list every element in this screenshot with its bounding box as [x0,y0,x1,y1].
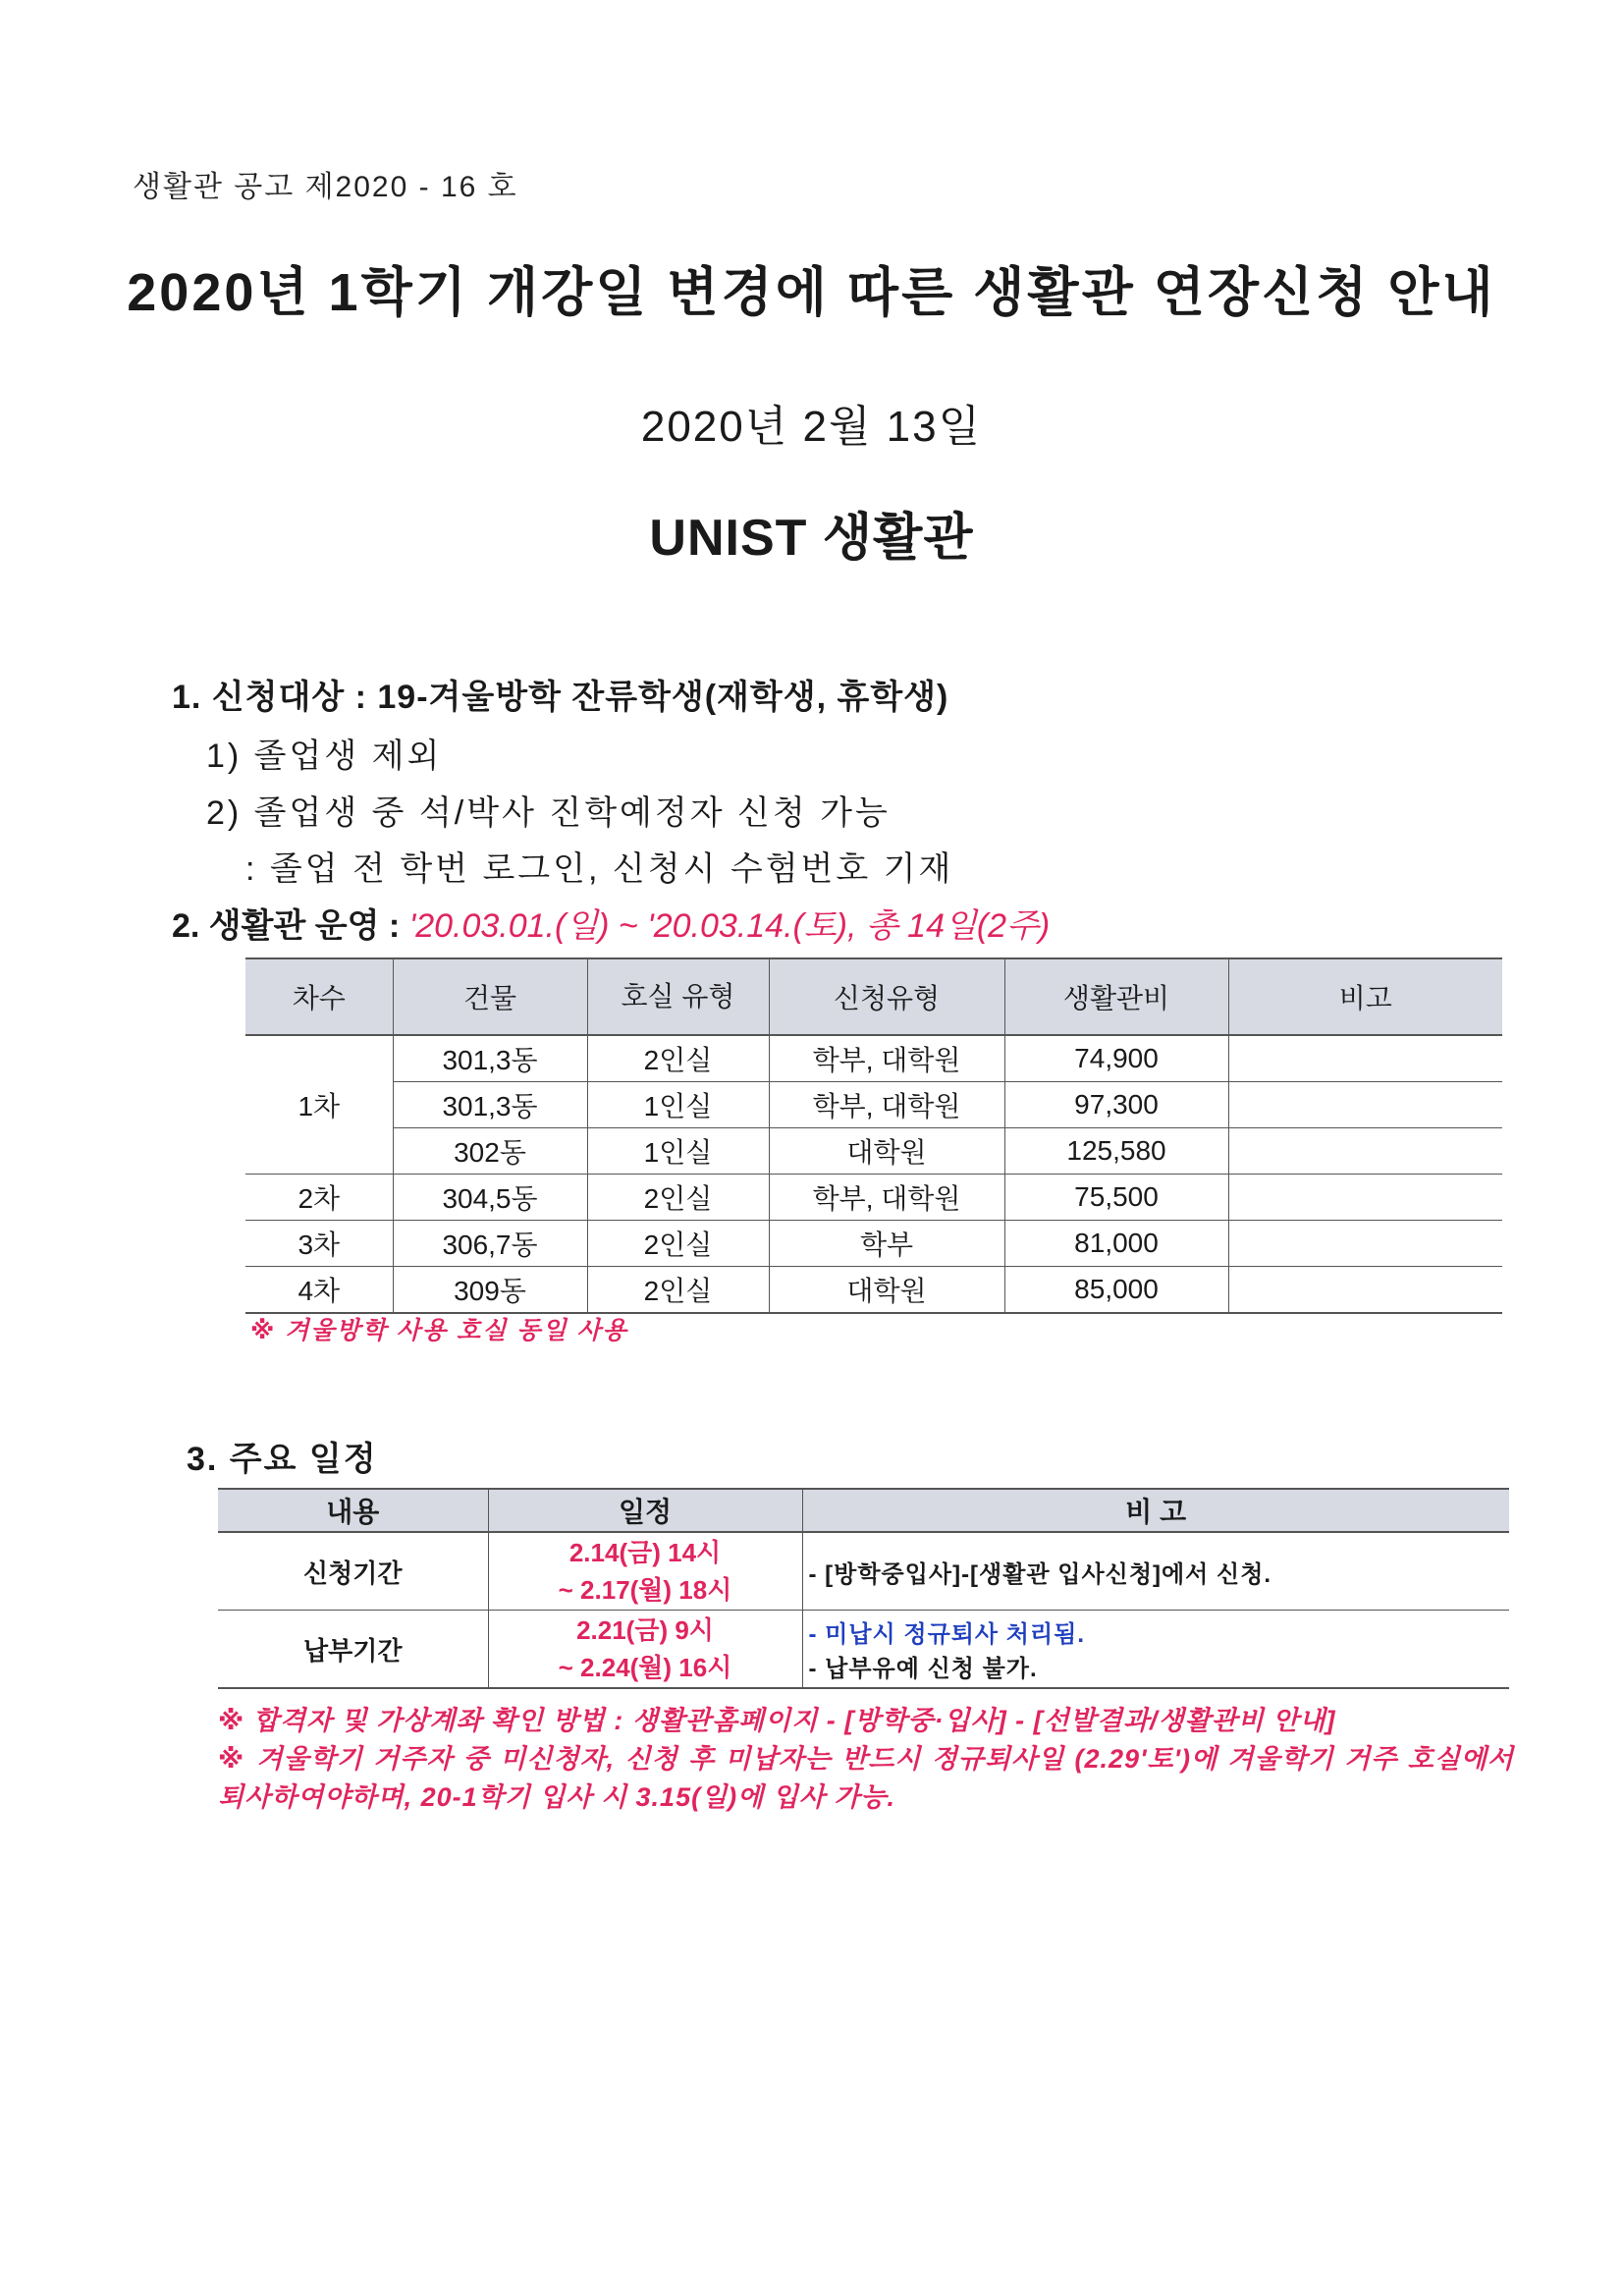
table-row [245,1175,1502,1221]
section1-line: : 졸업 전 학번 로그인, 신청시 수험번호 기재 [245,850,954,888]
schedule-end: ~ 2.17(월) 18시 [558,1575,732,1605]
page-title: 2020년 1학기 개강일 변경에 따른 생활관 연장신청 안내 [127,263,1496,322]
schedule-cell [488,1611,802,1689]
section1-heading: 1. 신청대상 : 19-겨울방학 잔류학생(재학생, 휴학생) [172,679,949,716]
building-cell: 309동 [393,1267,587,1314]
room-cell: 2인실 [587,1267,769,1314]
col-header: 비고 [1228,958,1502,1035]
table-header-row [245,958,1502,1035]
section2-heading [172,899,1050,947]
fee-cell: 85,000 [1004,1267,1228,1314]
col-header: 일정 [488,1489,802,1532]
schedule-start: 2.14(금) 14시 [568,1538,722,1567]
type-cell: 학부, 대학원 [769,1175,1004,1221]
remark-cell [802,1611,1509,1689]
fee-table [245,957,1502,1314]
item-cell: 납부기간 [218,1611,488,1689]
type-cell: 대학원 [769,1128,1004,1175]
schedule-cell [488,1532,802,1611]
footer-note: ※ 겨울학기 거주자 중 미신청자, 신청 후 미납자는 반드시 정규퇴사일 (2.29'토')에 겨울학기 거주 호실에서 퇴사하여야하며, 20-1학기 입사 시 3.15(일)에 입사 가능. [218,1744,1514,1812]
table-header-row [218,1489,1509,1532]
table-row [245,1128,1502,1175]
section2-heading-label: 2. 생활관 운영 : [172,907,401,945]
organization: UNIST 생활관 [649,510,974,567]
room-cell: 2인실 [587,1221,769,1267]
round-cell: 4차 [245,1267,393,1314]
table-row [245,1082,1502,1128]
round-cell: 2차 [245,1175,393,1221]
room-cell: 1인실 [587,1128,769,1175]
section1-line: 2) 졸업생 중 석/박사 진학예정자 신청 가능 [206,794,891,832]
note-cell [1228,1128,1502,1175]
col-header: 차수 [245,958,393,1035]
fee-cell: 75,500 [1004,1175,1228,1221]
remark-line: - 납부유예 신청 불가. [808,1656,1038,1682]
footer-notes [218,1702,1514,1817]
room-cell: 1인실 [587,1082,769,1128]
notice-number: 생활관 공고 제2020 - 16 호 [133,171,518,203]
building-cell: 301,3동 [393,1035,587,1082]
building-cell: 302동 [393,1128,587,1175]
type-cell: 학부, 대학원 [769,1082,1004,1128]
table-row [245,1035,1502,1082]
col-header: 건물 [393,958,587,1035]
room-cell: 2인실 [587,1035,769,1082]
note-cell [1228,1175,1502,1221]
note-cell [1228,1082,1502,1128]
building-cell: 304,5동 [393,1175,587,1221]
item-cell: 신청기간 [218,1532,488,1611]
round-cell: 3차 [245,1221,393,1267]
table-row [245,1267,1502,1314]
col-header: 비 고 [802,1489,1509,1532]
table-row [218,1611,1509,1689]
schedule-table [218,1488,1509,1689]
remark-line: - 미납시 정규퇴사 처리됨. [808,1621,1086,1648]
fee-cell: 81,000 [1004,1221,1228,1267]
schedule-end: ~ 2.24(월) 16시 [558,1653,732,1682]
building-cell: 306,7동 [393,1221,587,1267]
room-cell: 2인실 [587,1175,769,1221]
note-cell [1228,1267,1502,1314]
type-cell: 학부, 대학원 [769,1035,1004,1082]
table-row [245,1221,1502,1267]
type-cell: 학부 [769,1221,1004,1267]
type-cell: 대학원 [769,1267,1004,1314]
room-note: ※ 겨울방학 사용 호실 동일 사용 [250,1317,628,1344]
notice-date: 2020년 2월 13일 [640,403,983,451]
remark-line: - [방학중입사]-[생활관 입사신청]에서 신청. [808,1560,1272,1588]
fee-cell: 125,580 [1004,1128,1228,1175]
fee-cell: 74,900 [1004,1035,1228,1082]
col-header: 호실 유형 [587,958,769,1035]
col-header: 내용 [218,1489,488,1532]
note-cell [1228,1221,1502,1267]
fee-cell: 97,300 [1004,1082,1228,1128]
schedule-start: 2.21(금) 9시 [576,1615,714,1645]
section1-line: 1) 졸업생 제외 [206,738,443,775]
note-cell [1228,1035,1502,1082]
building-cell: 301,3동 [393,1082,587,1128]
section3-heading: 3. 주요 일정 [187,1441,378,1478]
operation-period: '20.03.01.(일) ~ '20.03.14.(토), 총 14일(2주) [408,907,1051,945]
col-header: 생활관비 [1004,958,1228,1035]
table-row [218,1532,1509,1611]
footer-note: ※ 합격자 및 가상계좌 확인 방법 : 생활관홈페이지 - [방학중·입사] - [선발결과/생활관비 안내] [218,1706,1336,1735]
round-cell: 1차 [245,1035,393,1175]
col-header: 신청유형 [769,958,1004,1035]
remark-cell [802,1532,1509,1611]
